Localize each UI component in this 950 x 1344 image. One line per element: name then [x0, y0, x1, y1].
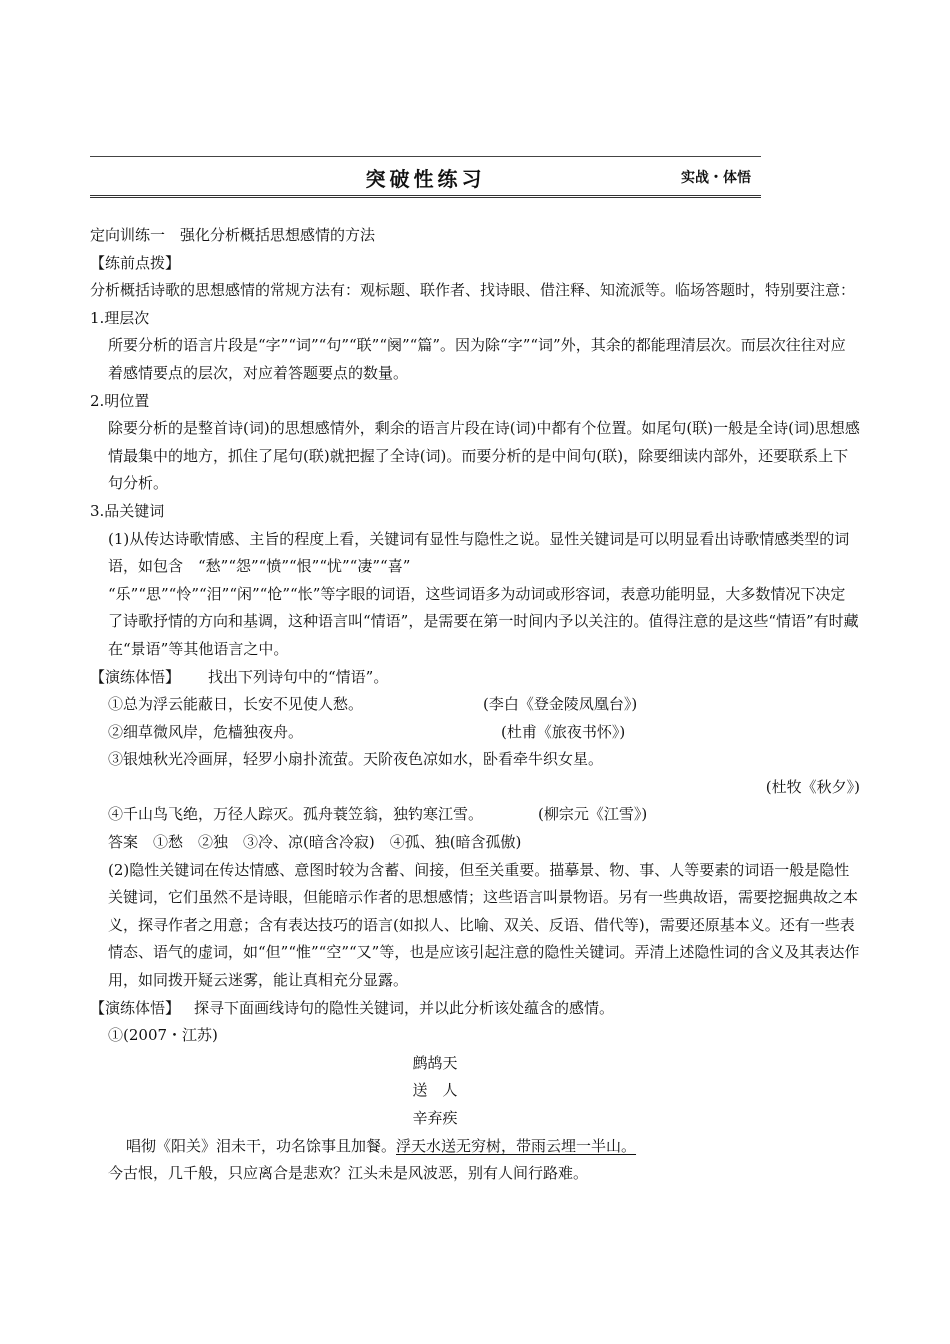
point3-paragraph2: (2)隐性关键词在传达情感、意图时较为含蓄、间接，但至关重要。描摹景、物、事、人等要素的词语一般是隐性关键词，它们虽然不是诗眼，但能暗示作者的思想感情；这些语言叫景物语。另有一些典故语，需要挖掘典故之本义，探寻作者之用意；含有表达技巧的语言(如拟人、比喻、双关、反语、借代等)，需要还原基本义。还有一些表情态、语气的虚词，如“但”“惟”“空”“又”等，也是应该引起注意的隐性关键词。弄清上述隐性词的含义及其表达作用，如同拨开疑云迷雾，能让真相充分显露。 [108, 860, 860, 990]
point3-title: 3.品关键词 [90, 501, 165, 520]
poem-line-2: 今古恨，几千般，只应离合是悲欢？江头未是风波恶，别有人间行路难。 [108, 1164, 589, 1183]
poem-title: 鹧鸪天 [412, 1053, 458, 1072]
exercise2-heading [90, 995, 860, 1023]
exercise2-prompt: 探寻下面画线诗句的隐性关键词，并以此分析该处蕴含的感情。 [194, 998, 615, 1017]
poem-author: 辛弃疾 [412, 1109, 458, 1127]
document-body [90, 222, 860, 1188]
header-tag: 实战・体悟 [681, 170, 751, 186]
point2-text: 除要分析的是整首诗(词)的思想感情外，剩余的语言片段在诗(词)中都有个位置。如尾句(联)一般是全诗(词)思想感情最集中的地方，抓住了尾句(联)就把握了全诗(词)。而要分析的是中间句(联)，除要细读内部外，还要联系上下句分析。 [108, 419, 860, 493]
exercise1-item: ③银烛秋光冷画屏，轻罗小扇扑流萤。天阶夜色凉如水，卧看牵牛织女星。 [108, 750, 604, 769]
exercise1-heading [90, 664, 860, 692]
page-header [90, 156, 761, 198]
underlined-verse: 浮天水送无穷树，带雨云埋一半山。 [396, 1136, 637, 1155]
item-source: (柳宗元《江雪》) [538, 805, 648, 824]
item-source: (杜牧《秋夕》) [765, 777, 860, 796]
section-title: 定向训练一 强化分析概括思想感情的方法 [90, 226, 376, 244]
item-source: (李白《登金陵凤凰台》) [483, 695, 638, 714]
exercise2-label: 【演练体悟】 [90, 998, 181, 1017]
exercise1-item: ④千山鸟飞绝，万径人踪灭。孤舟蓑笠翁，独钓寒江雪。 (柳宗元《江雪》) [108, 805, 648, 824]
exercise1-label: 【演练体悟】 [90, 667, 181, 686]
point1-text: 所要分析的语言片段是“字”“词”“句”“联”“阕”“篇”。因为除“字”“词”外，其余的都能理清层次。而层次往往对应着感情要点的层次，对应着答题要点的数量。 [108, 336, 846, 382]
header-title: 突破性练习 [365, 167, 486, 191]
point3-paragraph1a: (1)从传达诗歌情感、主旨的程度上看，关键词有显性与隐性之说。显性关键词是可以明显看出诗歌情感类型的词语，如包含 “愁”“怨”“愤”“恨”“忧”“凄”“喜” [108, 529, 850, 576]
item-source: (杜甫《旅夜书怀》) [501, 722, 626, 741]
exercise1-item: ①总为浮云能蔽日，长安不见使人愁。 (李白《登金陵凤凰台》) [108, 695, 638, 714]
point3-paragraph1b: “乐”“思”“怜”“泪”“闲”“怆”“怅”等字眼的词语，这些词语多为动词或形容词，表意功能明显，大多数情况下决定了诗歌抒情的方向和基调，这种语言叫“情语”，是需要在第一时间内予以关注的。值得注意的是这些“情语”有时藏在“景语”等其他语言之中。 [108, 584, 859, 658]
answer-line: 答案 ①愁 ②独 ③冷、凉(暗含冷寂) ④孤、独(暗含孤傲) [108, 833, 522, 852]
point1-title: 1.理层次 [90, 308, 150, 327]
poem-subtitle: 送 人 [412, 1081, 458, 1100]
exercise1-prompt: 找出下列诗句中的“情语”。 [208, 667, 389, 686]
exercise2-source: ①(2007・江苏) [108, 1026, 218, 1045]
intro-paragraph: 分析概括诗歌的思想感情的常规方法有：观标题、联作者、找诗眼、借注释、知流派等。临场答题时，特别要注意： [90, 281, 856, 300]
exercise1-item: ②细草微风岸，危樯独夜舟。 (杜甫《旅夜书怀》) [108, 722, 626, 741]
point2-title: 2.明位置 [90, 391, 150, 410]
poem-line-1: 唱彻《阳关》泪未干，功名馀事且加餐。浮天水送无穷树，带雨云埋一半山。 [126, 1136, 637, 1155]
pre-tips-label: 【练前点拨】 [90, 253, 181, 272]
